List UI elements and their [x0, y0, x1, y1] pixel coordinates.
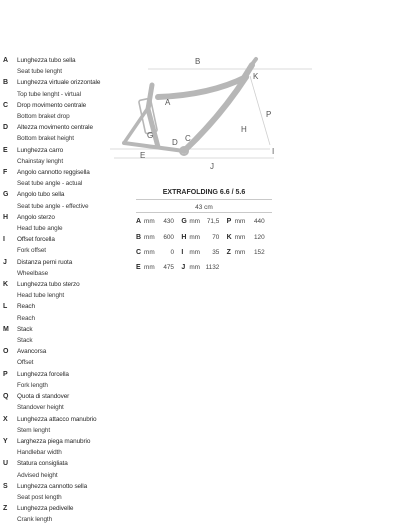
spec-cell — [227, 249, 272, 256]
legend-label-it: Angolo tubo sella — [17, 191, 65, 199]
legend-letter: O — [3, 348, 9, 356]
legend-item — [3, 212, 115, 234]
model-title: EXTRAFOLDING 6.6 / 5.6 — [162, 189, 246, 196]
legend-label-en: Bottom braket drop — [17, 113, 70, 121]
diagram-label-b: B — [195, 57, 201, 66]
spec-unit: mm — [144, 233, 155, 241]
legend-item — [3, 257, 115, 279]
legend-label-en: Stem lenght — [17, 426, 51, 434]
spec-unit: mm — [234, 248, 246, 256]
legend-item — [3, 436, 115, 458]
spec-letter: B — [136, 233, 142, 241]
legend-letter: L — [3, 303, 8, 311]
legend-label-it: Lunghezza tubo sella — [17, 57, 76, 64]
legend-label-it: Drop movimento centrale — [17, 101, 87, 109]
legend-letter: F — [3, 169, 8, 177]
spec-letter: E — [136, 264, 141, 272]
spec-cell — [136, 234, 181, 241]
spec-letter: J — [181, 264, 186, 272]
legend-letter: A — [3, 57, 9, 64]
legend-label-it: Lunghezza attacco manubrio — [17, 415, 97, 423]
legend-label-en: Fork length — [17, 381, 48, 389]
spec-value: 71,5 — [206, 218, 220, 226]
legend-label-it: Angolo cannotto reggisella — [17, 169, 90, 177]
legend-letter: U — [3, 460, 9, 468]
legend-item — [3, 346, 115, 368]
spec-cell — [181, 264, 226, 271]
legend-label-it: Altezza movimento centrale — [17, 124, 93, 132]
legend-label-en: Top tube lenght - virtual — [17, 90, 81, 98]
legend-letter: P — [3, 370, 8, 378]
legend-label-it: Lunghezza virtuale orizzontale — [17, 79, 101, 87]
legend-label-en: Handlebar width — [17, 449, 62, 457]
spec-cell — [227, 234, 272, 241]
legend-label-en: Advised height — [17, 471, 58, 479]
legend-label-en: Offset — [17, 359, 34, 367]
legend-label-en: Seat post length — [17, 493, 62, 501]
frame-geometry-diagram — [100, 55, 400, 180]
spec-cell — [227, 218, 272, 225]
spec-cell — [136, 249, 181, 256]
legend-label-it: Offset forcella — [17, 236, 55, 244]
legend-letter: C — [3, 101, 9, 109]
spec-unit: mm — [234, 218, 246, 226]
diagram-label-j: J — [210, 162, 214, 171]
legend-label-en: Bottom braket height — [17, 135, 74, 143]
legend-label-en: Crank length — [17, 516, 53, 524]
spec-row — [136, 214, 272, 229]
legend-label-it: Lunghezza carro — [17, 146, 64, 154]
legend-letter: B — [3, 79, 9, 87]
spec-unit: mm — [234, 233, 246, 241]
legend-item — [3, 369, 115, 391]
legend-item — [3, 414, 115, 436]
spec-cell — [136, 218, 181, 225]
legend-letter: Y — [3, 437, 8, 445]
spec-unit: mm — [189, 233, 200, 241]
legend-label-it: Angolo sterzo — [17, 213, 55, 221]
spec-value: 430 — [163, 218, 174, 226]
legend-item — [3, 77, 115, 99]
legend-label-it: Quota di standover — [17, 393, 70, 401]
spec-unit: mm — [189, 264, 200, 272]
legend-label-en: Wheelbase — [17, 269, 49, 277]
legend-label-en: Head tube lenght — [17, 292, 65, 300]
legend-item — [3, 100, 115, 122]
legend-item — [3, 503, 115, 525]
legend-label-it: Avancorsa — [17, 348, 47, 356]
spec-value: 600 — [163, 233, 174, 241]
legend-letter: E — [3, 146, 8, 154]
spec-value: 440 — [253, 218, 265, 226]
frame-size: 43 cm — [195, 204, 213, 211]
legend-label-en: Reach — [17, 314, 35, 322]
diagram-label-c: C — [185, 134, 191, 143]
spec-letter: K — [226, 233, 232, 241]
legend-label-it: Lunghezza forcella — [17, 370, 69, 378]
legend-label-it: Larghezza piega manubrio — [17, 437, 91, 445]
spec-cell — [136, 264, 181, 271]
spec-value: 152 — [253, 248, 265, 256]
size-divider — [136, 212, 272, 213]
diagram-label-p: P — [266, 110, 272, 119]
spec-letter: G — [181, 218, 187, 226]
spec-letter: I — [181, 248, 184, 256]
legend-item — [3, 301, 115, 323]
diagram-label-k: K — [253, 72, 259, 81]
legend-label-it: Stack — [17, 325, 33, 333]
legend-letter: I — [3, 236, 5, 244]
diagram-label-g: G — [147, 131, 154, 140]
legend-letter: S — [3, 482, 8, 490]
legend-letter: K — [3, 281, 9, 289]
spec-cell — [181, 249, 226, 256]
spec-row — [136, 229, 272, 244]
legend-item — [3, 145, 115, 167]
legend-item — [3, 324, 115, 346]
legend-label-en: Seat tube angle - actual — [17, 180, 83, 188]
legend-letter: G — [3, 191, 9, 199]
spec-unit: mm — [189, 218, 200, 226]
spec-row — [136, 260, 272, 275]
title-divider — [136, 199, 272, 200]
spec-unit: mm — [144, 264, 155, 272]
legend-item — [3, 189, 115, 211]
legend-label-it: Lunghezza cannotto sella — [17, 482, 88, 490]
legend-label-it: Lunghezza pedivelle — [17, 505, 74, 513]
spec-unit: mm — [144, 218, 155, 226]
legend-item — [3, 279, 115, 301]
spec-value: 1132 — [205, 264, 220, 272]
diagram-label-h: H — [241, 125, 247, 134]
diagram-label-i: I — [272, 147, 275, 156]
legend-letter: M — [3, 325, 9, 333]
legend-label-en: Chainstay lenght — [17, 157, 64, 165]
geometry-legend — [3, 55, 115, 526]
handlebar-post — [250, 59, 256, 67]
legend-label-it: Lunghezza tubo sterzo — [17, 281, 80, 289]
spec-cell — [181, 234, 226, 241]
spec-letter: A — [136, 218, 142, 226]
legend-item — [3, 391, 115, 413]
spec-unit: mm — [189, 248, 200, 256]
spec-unit: mm — [144, 248, 155, 256]
spec-value: 70 — [212, 233, 220, 241]
legend-label-en: Fork offset — [17, 247, 46, 255]
diagram-label-e: E — [140, 151, 146, 160]
legend-item — [3, 458, 115, 480]
spec-letter: H — [181, 233, 187, 241]
legend-letter: D — [3, 124, 9, 132]
spec-letter: Z — [226, 248, 231, 256]
legend-label-it: Reach — [17, 303, 35, 311]
spec-value: 120 — [253, 233, 265, 241]
spec-letter: P — [226, 218, 232, 226]
legend-letter: Q — [3, 393, 9, 401]
legend-letter: J — [3, 258, 7, 266]
legend-label-it: Statura consigliata — [17, 460, 68, 468]
legend-letter: H — [3, 213, 9, 221]
spec-value: 475 — [163, 264, 174, 272]
spec-cell — [181, 218, 226, 225]
legend-label-en: Seat tube lenght — [17, 68, 62, 76]
legend-item — [3, 167, 115, 189]
spec-row — [136, 245, 272, 260]
legend-item — [3, 234, 115, 256]
diagram-label-a: A — [165, 98, 171, 107]
legend-label-it: Distanza perni ruota — [17, 258, 73, 266]
spec-value: 35 — [212, 248, 220, 256]
geometry-spec-table — [136, 214, 272, 276]
spec-letter: C — [136, 248, 142, 256]
legend-letter: Z — [3, 505, 8, 513]
spec-value: 0 — [170, 248, 174, 256]
diagram-label-d: D — [172, 138, 178, 147]
legend-label-en: Head tube angle — [17, 225, 63, 233]
legend-label-en: Stack — [17, 337, 33, 345]
legend-letter: X — [3, 415, 8, 423]
legend-item — [3, 55, 115, 77]
legend-label-en: Standover height — [17, 404, 64, 412]
legend-item — [3, 122, 115, 144]
legend-label-en: Seat tube angle - effective — [17, 202, 89, 210]
